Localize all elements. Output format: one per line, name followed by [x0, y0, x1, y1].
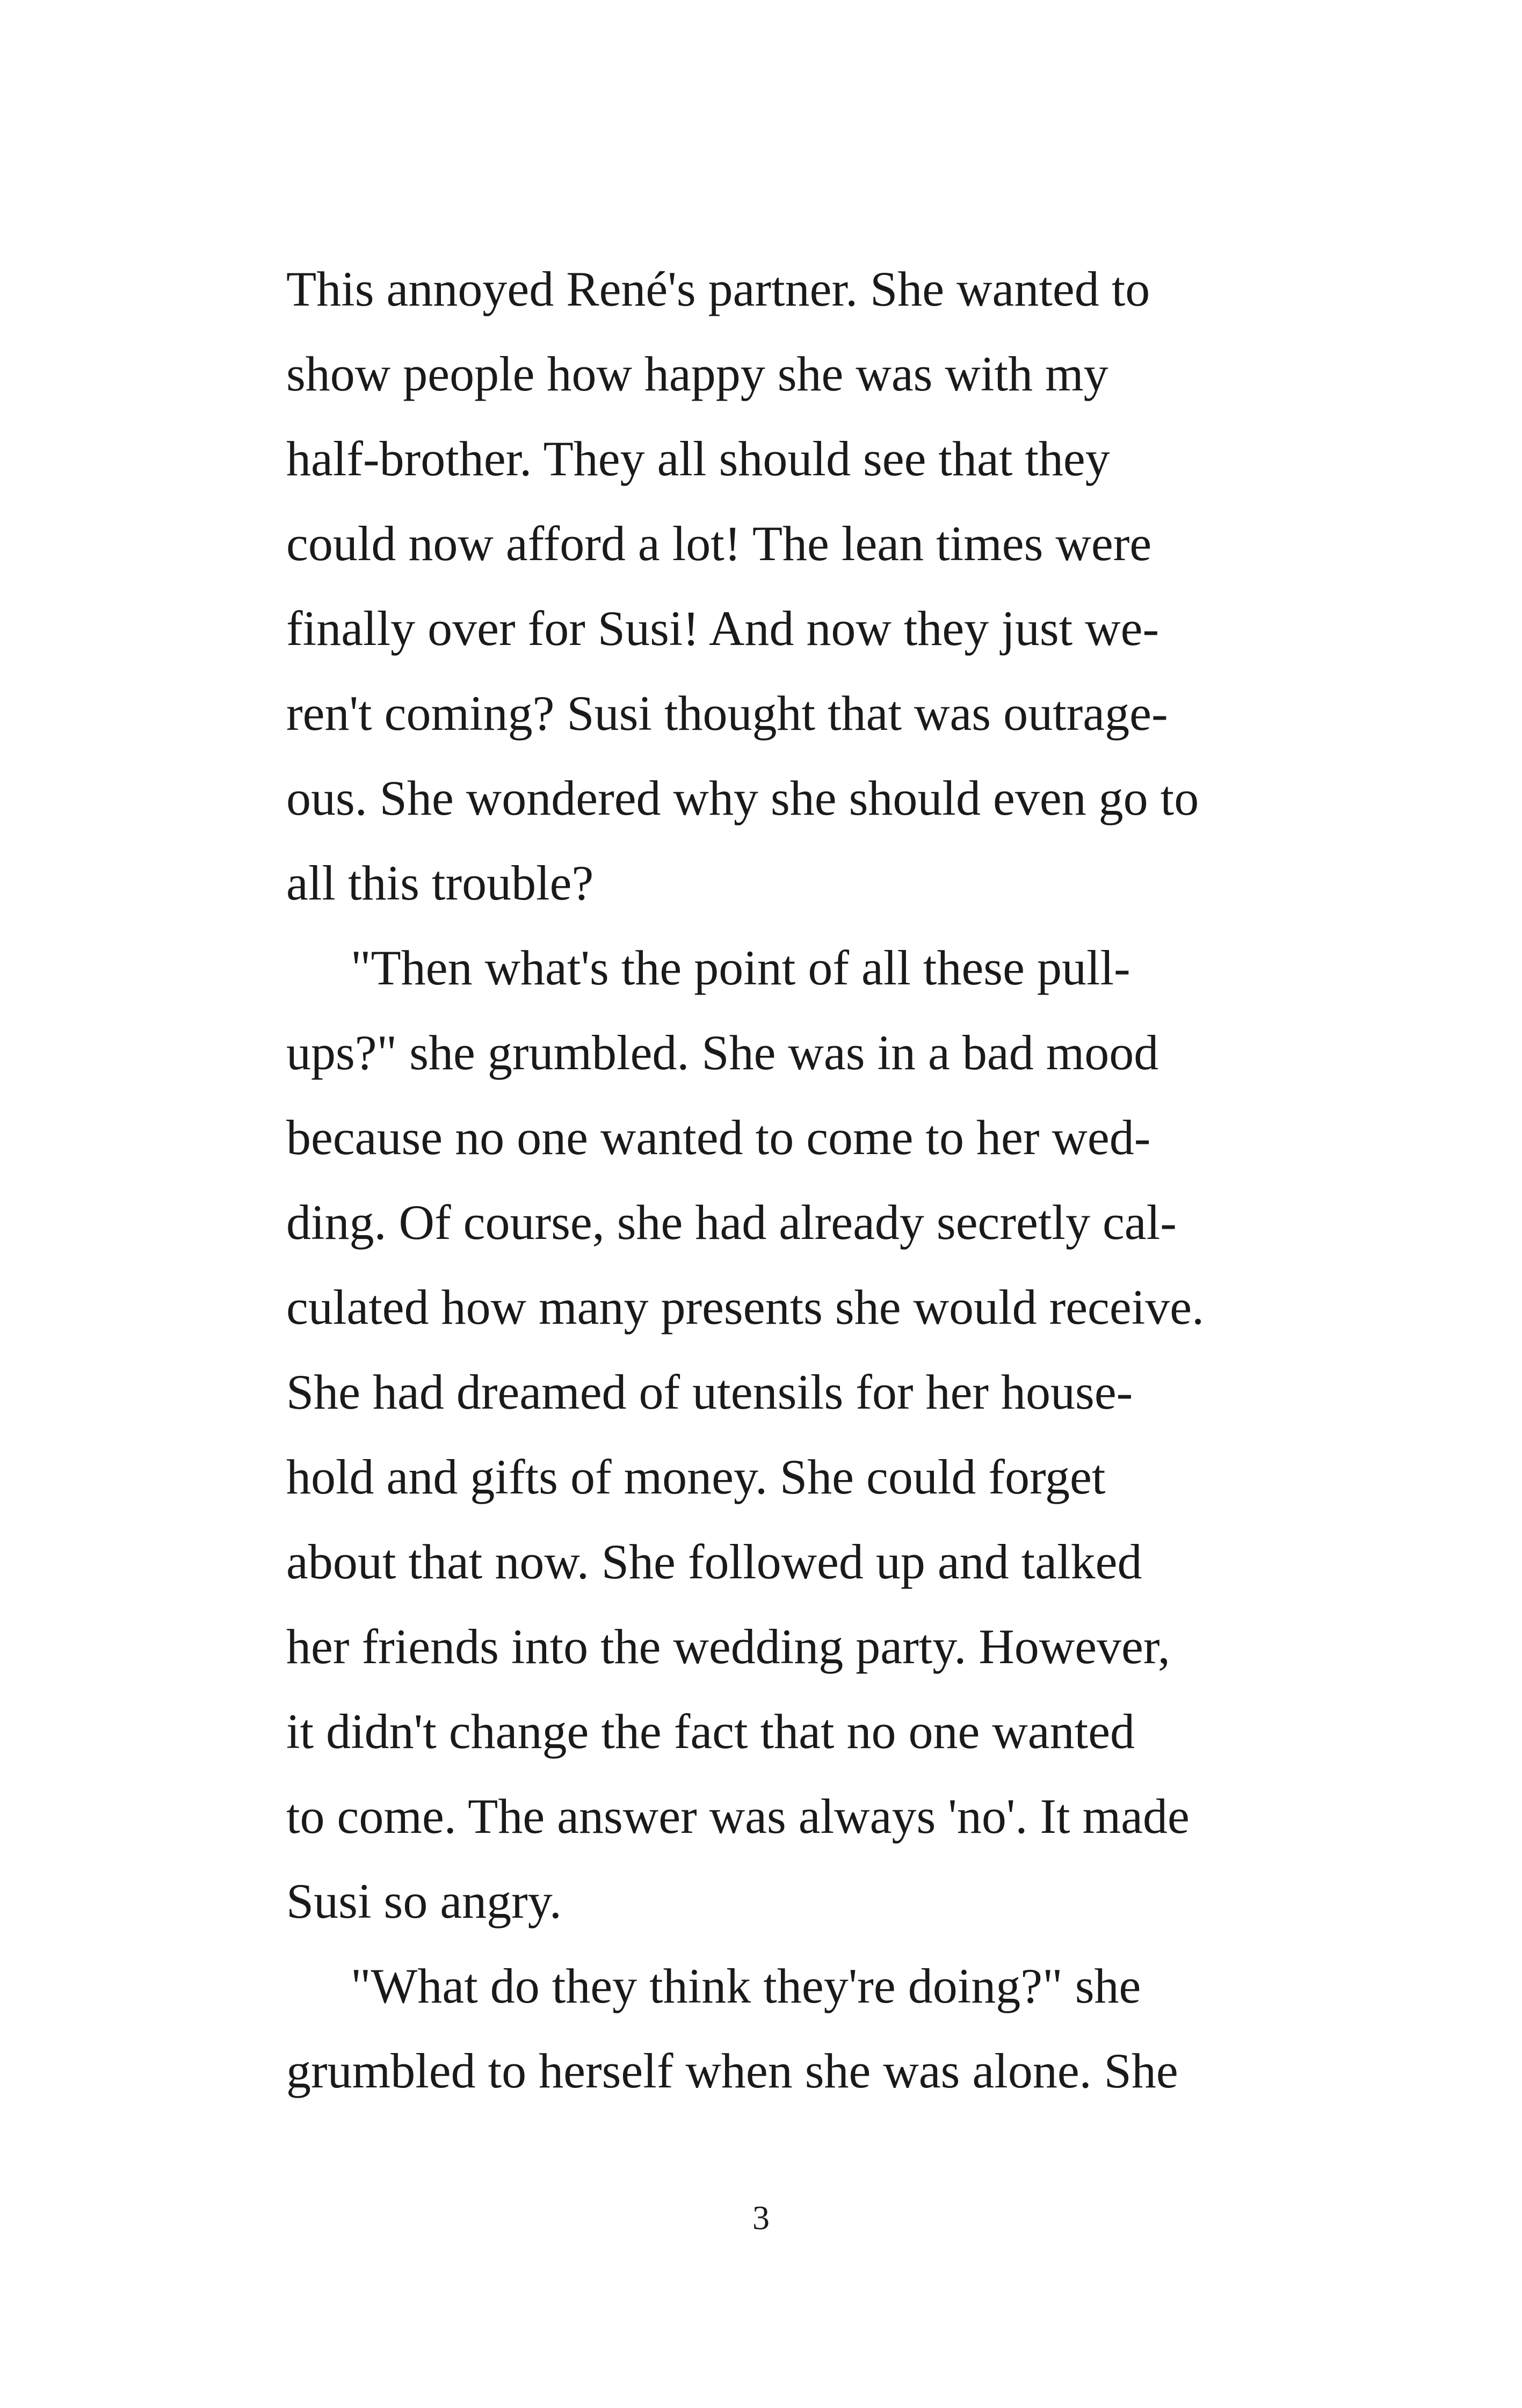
text-line-paragraph-start: "Then what's the point of all these pull- — [351, 940, 1130, 995]
text-line: finally over for Susi! And now they just we- — [286, 601, 1159, 656]
text-line: culated how many presents she would receive. — [286, 1280, 1205, 1334]
page-number: 3 — [752, 2199, 770, 2237]
text-line: She had dreamed of utensils for her house- — [286, 1365, 1133, 1419]
text-line: about that now. She followed up and talked — [286, 1534, 1142, 1589]
text-line: ups?" she grumbled. She was in a bad mood — [286, 1025, 1159, 1080]
text-line-paragraph-start: "What do they think they're doing?" she — [351, 1959, 1141, 2013]
text-line: ren't coming? Susi thought that was outrage- — [286, 686, 1168, 741]
text-line: it didn't change the fact that no one wanted — [286, 1704, 1135, 1759]
text-line: This annoyed René's partner. She wanted to — [286, 262, 1150, 316]
text-line: her friends into the wedding party. However, — [286, 1619, 1170, 1674]
text-line: could now afford a lot! The lean times were — [286, 516, 1152, 571]
text-line: all this trouble? — [286, 855, 594, 910]
text-line: hold and gifts of money. She could forget — [286, 1449, 1106, 1504]
text-line: to come. The answer was always 'no'. It made — [286, 1789, 1190, 1844]
text-line: Susi so angry. — [286, 1874, 562, 1928]
text-line: grumbled to herself when she was alone. She — [286, 2043, 1178, 2098]
text-line: half-brother. They all should see that they — [286, 431, 1110, 486]
text-line: ding. Of course, she had already secretly cal- — [286, 1195, 1177, 1250]
text-line: because no one wanted to come to her wed- — [286, 1110, 1151, 1165]
text-line: ous. She wondered why she should even go to — [286, 771, 1199, 825]
text-line: show people how happy she was with my — [286, 346, 1108, 401]
